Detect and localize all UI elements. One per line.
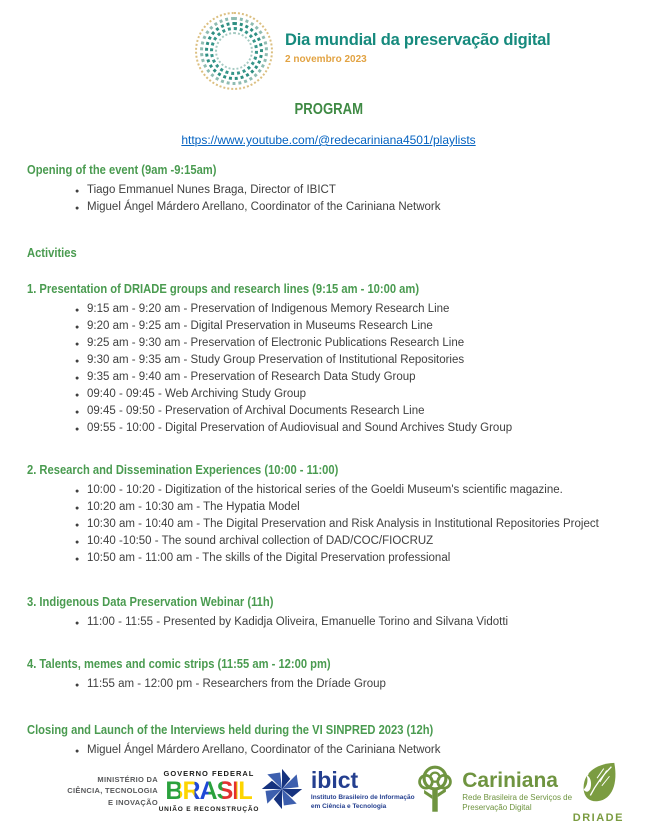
agenda-item: ● 9:30 am - 9:35 am - Study Group Preservation of Institutional Repositories <box>75 352 637 369</box>
ibict-logo <box>260 767 415 816</box>
section-research-experiences <box>27 462 637 567</box>
driade-logo <box>573 759 624 824</box>
dotted-ring-icon <box>215 32 253 70</box>
agenda-item: ● 10:40 -10:50 - The sound archival collection of DAD/COC/FIOCRUZ <box>75 533 637 550</box>
cariniana-name: Cariniana <box>462 768 558 792</box>
governo-federal-label: GOVERNO FEDERAL <box>163 769 255 779</box>
agenda-item: ● 10:50 am - 11:00 am - The skills of the Digital Preservation professional <box>75 550 637 567</box>
section-heading: 2. Research and Dissemination Experiences (10:00 - 11:00) <box>27 462 339 477</box>
ministry-logo <box>58 774 158 808</box>
event-date: 2 novembro 2023 <box>285 54 367 65</box>
indigenous-webinar-list <box>27 614 637 631</box>
program-link-row <box>0 131 657 149</box>
cariniana-subtitle-line: Preservação Digital <box>462 802 532 812</box>
cariniana-subtitle-line: Rede Brasileira de Serviços de <box>462 792 573 802</box>
section-heading: 4. Talents, memes and comic strips (11:55 am - 12:00 pm) <box>27 656 331 671</box>
agenda-item: ● 09:45 - 09:50 - Preservation of Archival Documents Research Line <box>75 403 637 420</box>
agenda-item: ● 9:35 am - 9:40 am - Preservation of Research Data Study Group <box>75 369 637 386</box>
ministry-line: E INOVAÇÃO <box>108 797 158 807</box>
ibict-text-block <box>310 767 415 811</box>
governo-federal-logo <box>159 769 260 812</box>
section-activities <box>27 245 637 260</box>
agenda-item: ● 10:00 - 10:20 - Digitization of the historical series of the Goeldi Museum's scientific magazine. <box>75 482 637 499</box>
uniao-reconstrucao-label: UNIÃO E RECONSTRUÇÃO <box>158 805 260 813</box>
agenda-item: ● 9:25 am - 9:30 am - Preservation of Electronic Publications Research Line <box>75 335 637 352</box>
cariniana-subtitle <box>462 793 572 813</box>
driade-groups-list <box>27 301 637 437</box>
brasil-wordmark: BRASIL <box>165 777 253 806</box>
ministry-line: MINISTÉRIO DA <box>97 775 158 785</box>
agenda-item: ● Tiago Emmanuel Nunes Braga, Director of IBICT <box>75 182 637 199</box>
driade-name: DRIADE <box>572 811 624 824</box>
header-text-block <box>285 31 551 65</box>
cariniana-text-block <box>462 770 572 813</box>
wdpd-dotted-ring-logo <box>193 10 275 92</box>
agenda-item: ● Miguel Ángel Márdero Arellano, Coordinator of the Cariniana Network <box>75 199 637 216</box>
ministry-line: CIÊNCIA, TECNOLOGIA <box>67 786 158 796</box>
program-heading-text: PROGRAM <box>294 101 363 118</box>
footer-logos <box>58 752 624 830</box>
agenda-item: ● 10:20 am - 10:30 am - The Hypatia Model <box>75 499 637 516</box>
cariniana-tree-icon <box>415 762 455 821</box>
ibict-subtitle-line: em Ciência e Tecnologia <box>310 802 387 810</box>
agenda-item: ● 9:15 am - 9:20 am - Preservation of Indigenous Memory Research Line <box>75 301 637 318</box>
ibict-name: ibict <box>310 767 359 794</box>
ibict-star-icon <box>260 767 304 816</box>
section-heading: Activities <box>27 245 77 260</box>
section-heading: Closing and Launch of the Interviews held during the VI SINPRED 2023 (12h) <box>27 722 434 737</box>
agenda-item: ● Miguel Ángel Márdero Arellano, Coordinator of the Cariniana Network <box>75 742 637 759</box>
section-talents-memes <box>27 656 637 693</box>
ibict-subtitle-line: Instituto Brasileiro de Informação <box>310 794 415 802</box>
section-heading: 1. Presentation of DRIADE groups and research lines (9:15 am - 10:00 am) <box>27 281 420 296</box>
agenda-item: ● 11:00 - 11:55 - Presented by Kadidja Oliveira, Emanuelle Torino and Silvana Vidotti <box>75 614 637 631</box>
agenda-content <box>27 162 637 759</box>
research-experiences-list <box>27 482 637 567</box>
event-title: Dia mundial da preservação digital <box>285 31 551 49</box>
agenda-item: ● 10:30 am - 10:40 am - The Digital Preservation and Risk Analysis in Institutional Repositories Project <box>75 516 637 533</box>
program-heading <box>0 101 657 119</box>
section-driade-groups <box>27 281 637 437</box>
agenda-item: ● 11:55 am - 12:00 pm - Researchers from the Dríade Group <box>75 676 637 693</box>
section-opening <box>27 162 637 216</box>
ibict-subtitle <box>311 794 415 812</box>
agenda-item: ● 09:40 - 09:45 - Web Archiving Study Group <box>75 386 637 403</box>
cariniana-logo <box>415 762 572 821</box>
agenda-item: ● 09:55 - 10:00 - Digital Preservation of Audiovisual and Sound Archives Study Group <box>75 420 637 437</box>
opening-speakers-list <box>27 182 637 216</box>
section-indigenous-webinar <box>27 594 637 631</box>
section-heading: Opening of the event (9am -9:15am) <box>27 162 217 177</box>
youtube-playlists-link[interactable]: https://www.youtube.com/@redecariniana4501/playlists <box>181 133 476 147</box>
section-heading: 3. Indigenous Data Preservation Webinar (11h) <box>27 594 274 609</box>
talents-memes-list <box>27 676 637 693</box>
agenda-item: ● 9:20 am - 9:25 am - Digital Preservation in Museums Research Line <box>75 318 637 335</box>
driade-leaf-icon <box>575 759 621 810</box>
